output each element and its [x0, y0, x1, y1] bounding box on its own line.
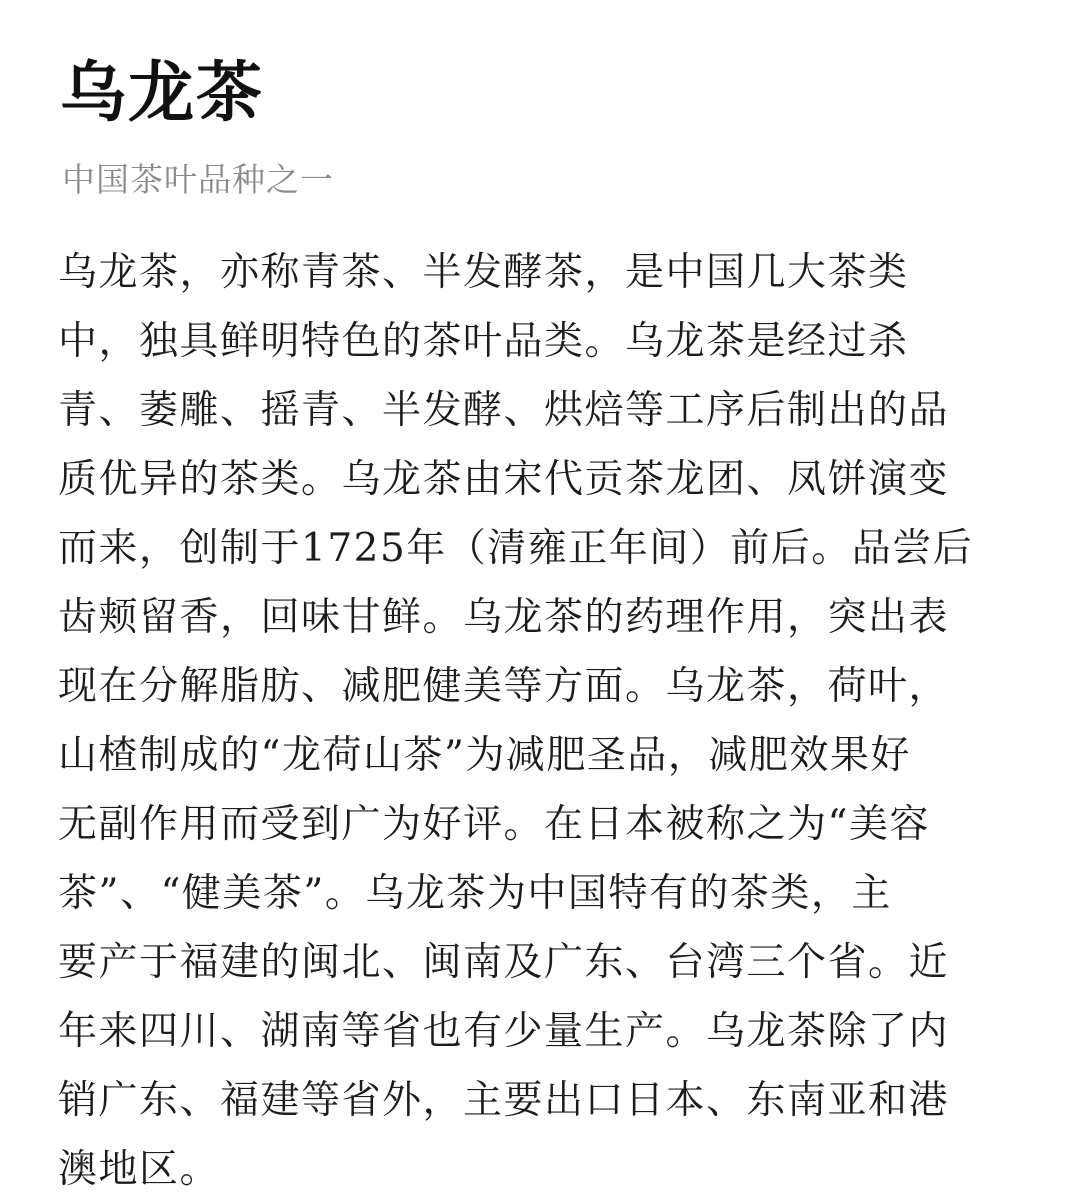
- body-line: 无副作用而受到广为好评。在日本被称之为“美容: [58, 802, 930, 847]
- body-line: 澳地区。: [58, 1147, 221, 1192]
- body-line: 现在分解脂肪、减肥健美等方面。乌龙茶，荷叶，: [58, 664, 950, 709]
- body-line: 乌龙茶，亦称青茶、半发酵茶，是中国几大茶类: [58, 250, 909, 295]
- body-line: 销广东、福建等省外，主要出口日本、东南亚和港: [58, 1078, 950, 1123]
- body-line: 山楂制成的“龙荷山茶”为减肥圣品，减肥效果好: [58, 733, 911, 778]
- article-body: [58, 238, 1018, 1204]
- body-line: 齿颊留香，回味甘鲜。乌龙茶的药理作用，突出表: [58, 595, 950, 640]
- body-line: 质优异的茶类。乌龙茶由宋代贡茶龙团、凤饼演变: [58, 457, 950, 502]
- body-line: 而来，创制于1725年（清雍正年间）前后。品尝后: [58, 526, 974, 571]
- body-line: 中，独具鲜明特色的茶叶品类。乌龙茶是经过杀: [58, 319, 909, 364]
- article-subtitle: 中国茶叶品种之一: [62, 160, 334, 199]
- body-line: 茶”、“健美茶”。乌龙茶为中国特有的茶类，主: [58, 871, 892, 916]
- article-title: 乌龙茶: [60, 53, 264, 131]
- body-line: 年来四川、湖南等省也有少量生产。乌龙茶除了内: [58, 1009, 950, 1054]
- body-line: 青、萎雕、摇青、半发酵、烘焙等工序后制出的品: [58, 388, 950, 433]
- body-line: 要产于福建的闽北、闽南及广东、台湾三个省。近: [58, 940, 950, 985]
